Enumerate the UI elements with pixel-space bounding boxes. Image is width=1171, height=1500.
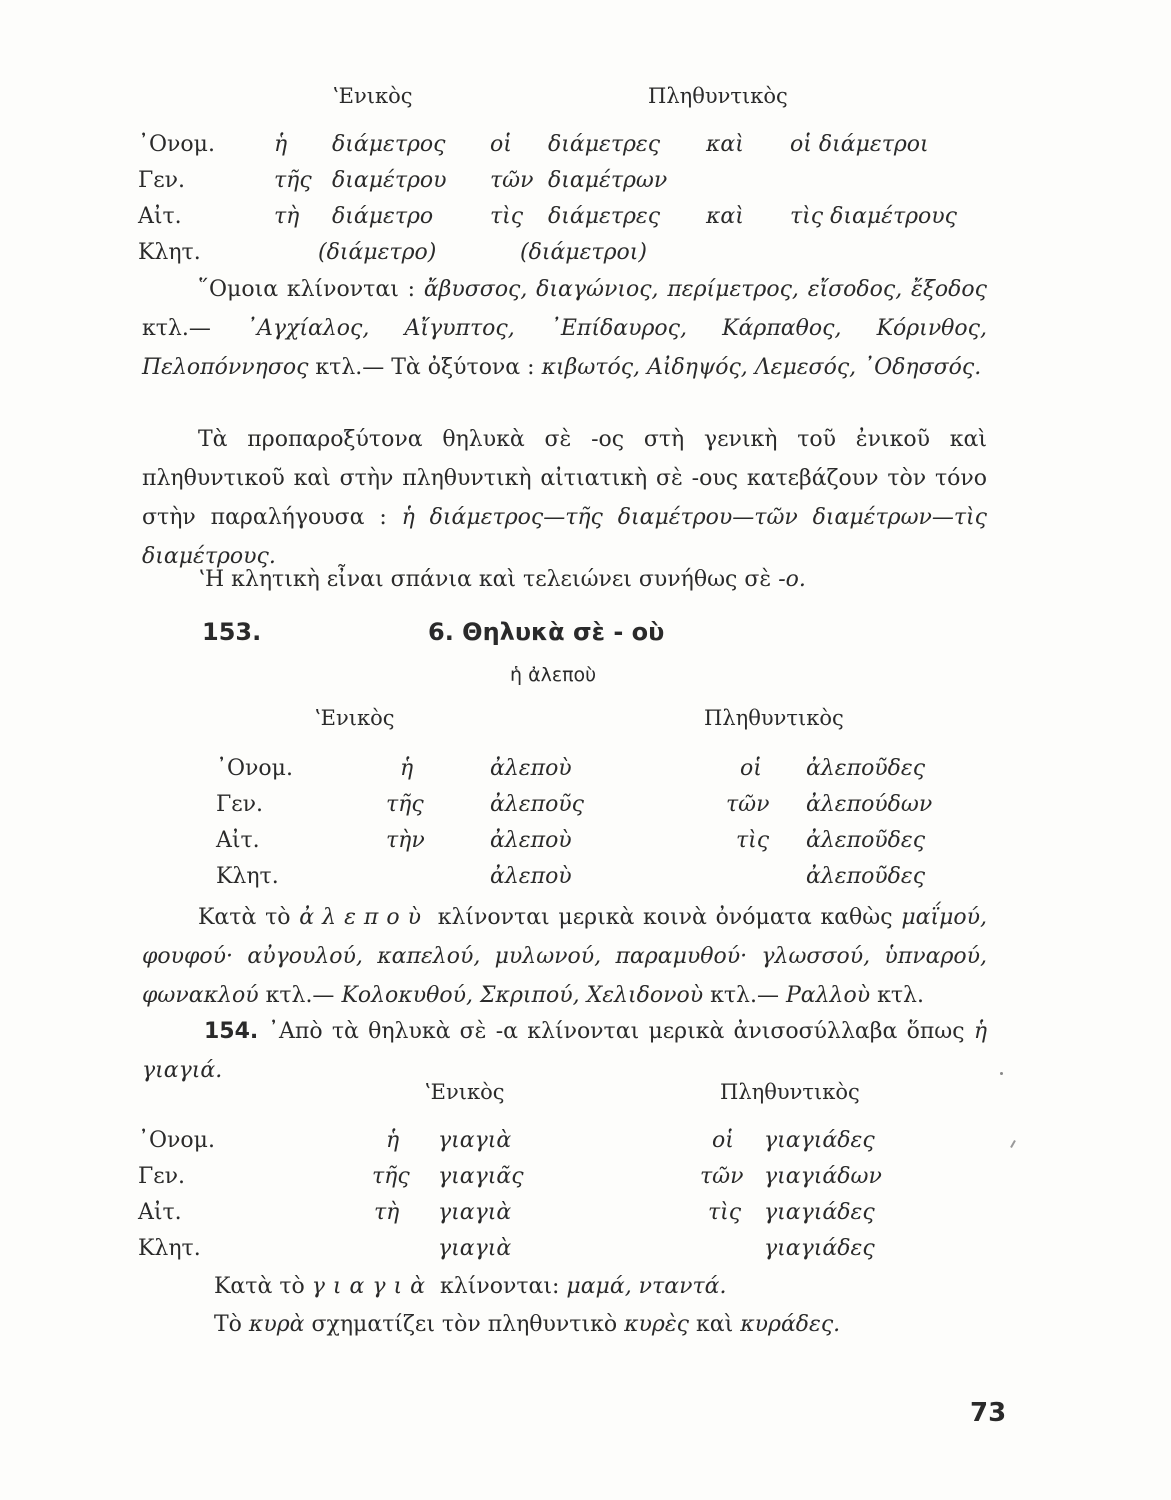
article-plural: οἱ bbox=[712, 1128, 734, 1153]
case-label: Αἰτ. bbox=[216, 828, 260, 853]
article-plural: τὶς bbox=[736, 828, 770, 853]
paragraph-lead: Κατὰ τὸ bbox=[198, 905, 291, 930]
noun-plural: γιαγιάδες bbox=[764, 1236, 875, 1261]
example-list-proper: ᾿Αγχίαλος, Αἴγυπτος, ᾿Επίδαυρος, Κάρπαθος, Κόρινθος, Πελοπόννησος bbox=[142, 316, 987, 380]
article-singular: τὴ bbox=[274, 204, 300, 229]
section-title: 6. Θηλυκὰ σὲ - οὺ bbox=[428, 618, 665, 646]
section-number: 153. bbox=[202, 618, 262, 646]
case-label: Κλητ. bbox=[138, 1236, 201, 1261]
alternative-form: οἱ διάμετροι bbox=[790, 132, 929, 157]
article-singular: τὴν bbox=[386, 828, 425, 853]
model-word: γιαγιὰ bbox=[311, 1274, 433, 1299]
plural-form-1: κυρὲς bbox=[624, 1312, 689, 1337]
article-singular: τὴ bbox=[374, 1200, 400, 1225]
paragraph-section-154 bbox=[142, 1012, 987, 1090]
noun-plural: γιαγιάδες bbox=[764, 1128, 875, 1153]
case-label: ᾿Ονομ. bbox=[216, 756, 293, 781]
article-singular: ἡ bbox=[386, 1128, 400, 1153]
noun-plural: διαμέτρων bbox=[548, 168, 668, 193]
example-word: κυρὰ bbox=[248, 1312, 305, 1337]
article-plural: τὶς bbox=[708, 1200, 742, 1225]
case-label: Αἰτ. bbox=[138, 204, 182, 229]
noun-singular: διαμέτρου bbox=[332, 168, 447, 193]
article-singular: τῆς bbox=[372, 1164, 410, 1189]
noun-plural: διάμετρες bbox=[548, 132, 661, 157]
note-ending: -ο. bbox=[778, 567, 806, 592]
oxytone-lead: κτλ.— Τὰ ὀξύτονα : bbox=[315, 355, 535, 380]
noun-plural: ἀλεποῦδες bbox=[806, 756, 926, 781]
etc-marker: κτλ.— bbox=[142, 316, 211, 341]
paragraph-giagia-pattern bbox=[214, 1274, 726, 1299]
article-singular: τῆς bbox=[386, 792, 424, 817]
paragraph-lead: Κατὰ τὸ bbox=[214, 1274, 305, 1299]
case-label: ᾿Ονομ. bbox=[138, 132, 215, 157]
conjunction: καὶ bbox=[706, 204, 744, 229]
example-list-surnames: Κολοκυθού, Σκριπού, Χελιδονοὺ bbox=[341, 983, 704, 1008]
model-word: ἀλεποὺ bbox=[299, 905, 429, 930]
example-list-common: μαΐμού, φουφού· αὐγουλού, καπελού, μυλωνού, παραμυθού· γλωσσού, ὑπναρού, φωνακλού bbox=[142, 905, 988, 1008]
section-example: ἡ γιαγιά. bbox=[142, 1019, 987, 1083]
example-list-extra: Ραλλοὺ bbox=[785, 983, 871, 1008]
rule-text: Τὰ προπαροξύτονα θηλυκὰ σὲ -ος στὴ γενικὴ τοῦ ἐνικοῦ καὶ πληθυντικοῦ καὶ στὴν πληθυντικὴ αἰτιατικὴ σὲ -ους κατεβάζουν τὸν τόνο στὴν παραλήγουσα : bbox=[142, 427, 987, 530]
etc-marker: κτλ. bbox=[877, 983, 924, 1008]
paragraph-mid: σχηματίζει τὸν πληθυντικὸ bbox=[311, 1312, 618, 1337]
article-plural: τὶς bbox=[490, 204, 524, 229]
scan-speck bbox=[1010, 1140, 1016, 1148]
noun-singular: διάμετρο bbox=[332, 204, 434, 229]
paragraph-lead: Τὸ bbox=[214, 1312, 242, 1337]
paragraph-vocative-note bbox=[142, 560, 987, 599]
etc-marker: κτλ.— bbox=[710, 983, 779, 1008]
rule-example: ἡ διάμετρος—τῆς διαμέτρου—τῶν διαμέτρων—τὶς διαμέτρους. bbox=[142, 505, 987, 569]
case-label: Κλητ. bbox=[216, 864, 279, 889]
example-list: ἄβυσσος, διαγώνιος, περίμετρος, εἴσοδος, ἔξοδος bbox=[423, 277, 987, 302]
noun-singular: ἀλεποὺ bbox=[490, 756, 572, 781]
paragraph-proparoxytone-rule bbox=[142, 420, 987, 576]
case-label: Γεν. bbox=[138, 1164, 186, 1189]
case-label: ᾿Ονομ. bbox=[138, 1128, 215, 1153]
noun-plural: ἀλεποῦδες bbox=[806, 828, 926, 853]
etc-marker: κτλ.— bbox=[265, 983, 335, 1008]
case-label: Κλητ. bbox=[138, 240, 201, 265]
noun-singular: ἀλεποὺ bbox=[490, 828, 572, 853]
noun-plural: (διάμετροι) bbox=[520, 240, 647, 265]
table-header-plural: Πληθυντικὸς bbox=[648, 84, 788, 108]
example-list: μαμά, νταντά. bbox=[566, 1274, 727, 1299]
case-label: Γεν. bbox=[216, 792, 264, 817]
table-header-singular: ʽΕνικὸς bbox=[424, 1080, 505, 1104]
conjunction: καὶ bbox=[706, 132, 744, 157]
section-number: 154. bbox=[204, 1019, 259, 1044]
paragraph-mid: κλίνονται μερικὰ κοινὰ ὀνόματα καθὼς bbox=[437, 905, 893, 930]
case-label: Γεν. bbox=[138, 168, 186, 193]
noun-singular: γιαγιᾶς bbox=[438, 1164, 524, 1189]
noun-singular: ἀλεποῦς bbox=[490, 792, 585, 817]
conjunction: καὶ bbox=[695, 1312, 734, 1337]
noun-plural: γιαγιάδων bbox=[764, 1164, 882, 1189]
example-list-oxytone: κιβωτός, Αἰδηψός, Λεμεσός, ᾿Οδησσός. bbox=[541, 355, 982, 380]
article-plural: τῶν bbox=[700, 1164, 744, 1189]
noun-plural: ἀλεπούδων bbox=[806, 792, 933, 817]
article-plural: τῶν bbox=[490, 168, 534, 193]
noun-plural: ἀλεποῦδες bbox=[806, 864, 926, 889]
article-plural: οἱ bbox=[490, 132, 512, 157]
noun-singular: γιαγιὰ bbox=[438, 1128, 512, 1153]
article-singular: ἡ bbox=[400, 756, 414, 781]
scan-speck bbox=[1000, 1072, 1003, 1075]
paragraph-lead: ῞Ομοια κλίνονται : bbox=[198, 277, 416, 302]
note-text: ʽΗ κλητικὴ εἶναι σπάνια καὶ τελειώνει συνήθως σὲ bbox=[198, 567, 772, 592]
paragraph-alepou-pattern bbox=[142, 898, 987, 1015]
paragraph-similar-nouns bbox=[142, 270, 987, 387]
article-singular: τῆς bbox=[274, 168, 312, 193]
noun-singular: διάμετρος bbox=[332, 132, 446, 157]
article-plural: τῶν bbox=[726, 792, 770, 817]
article-singular: ἡ bbox=[274, 132, 288, 157]
noun-plural: διάμετρες bbox=[548, 204, 661, 229]
article-plural: οἱ bbox=[740, 756, 762, 781]
section-text: ᾿Απὸ τὰ θηλυκὰ σὲ -α κλίνονται μερικὰ ἀνισοσύλλαβα ὅπως bbox=[268, 1019, 965, 1044]
table-header-plural: Πληθυντικὸς bbox=[704, 706, 844, 730]
table-header-singular: ʽΕνικὸς bbox=[314, 706, 395, 730]
noun-singular: (διάμετρο) bbox=[318, 240, 437, 265]
alternative-form: τὶς διαμέτρους bbox=[790, 204, 957, 229]
noun-singular: γιαγιὰ bbox=[438, 1200, 512, 1225]
section-subtitle: ἡ ἀλεποὺ bbox=[510, 664, 597, 686]
case-label: Αἰτ. bbox=[138, 1200, 182, 1225]
plural-form-2: κυράδες. bbox=[740, 1312, 841, 1337]
table-header-plural: Πληθυντικὸς bbox=[720, 1080, 860, 1104]
noun-singular: γιαγιὰ bbox=[438, 1236, 512, 1261]
noun-plural: γιαγιάδες bbox=[764, 1200, 875, 1225]
paragraph-kyra-note bbox=[214, 1312, 840, 1337]
page-number: 73 bbox=[970, 1398, 1007, 1428]
paragraph-mid: κλίνονται: bbox=[440, 1274, 560, 1299]
noun-singular: ἀλεποὺ bbox=[490, 864, 572, 889]
table-header-singular: ʽΕνικὸς bbox=[332, 84, 413, 108]
